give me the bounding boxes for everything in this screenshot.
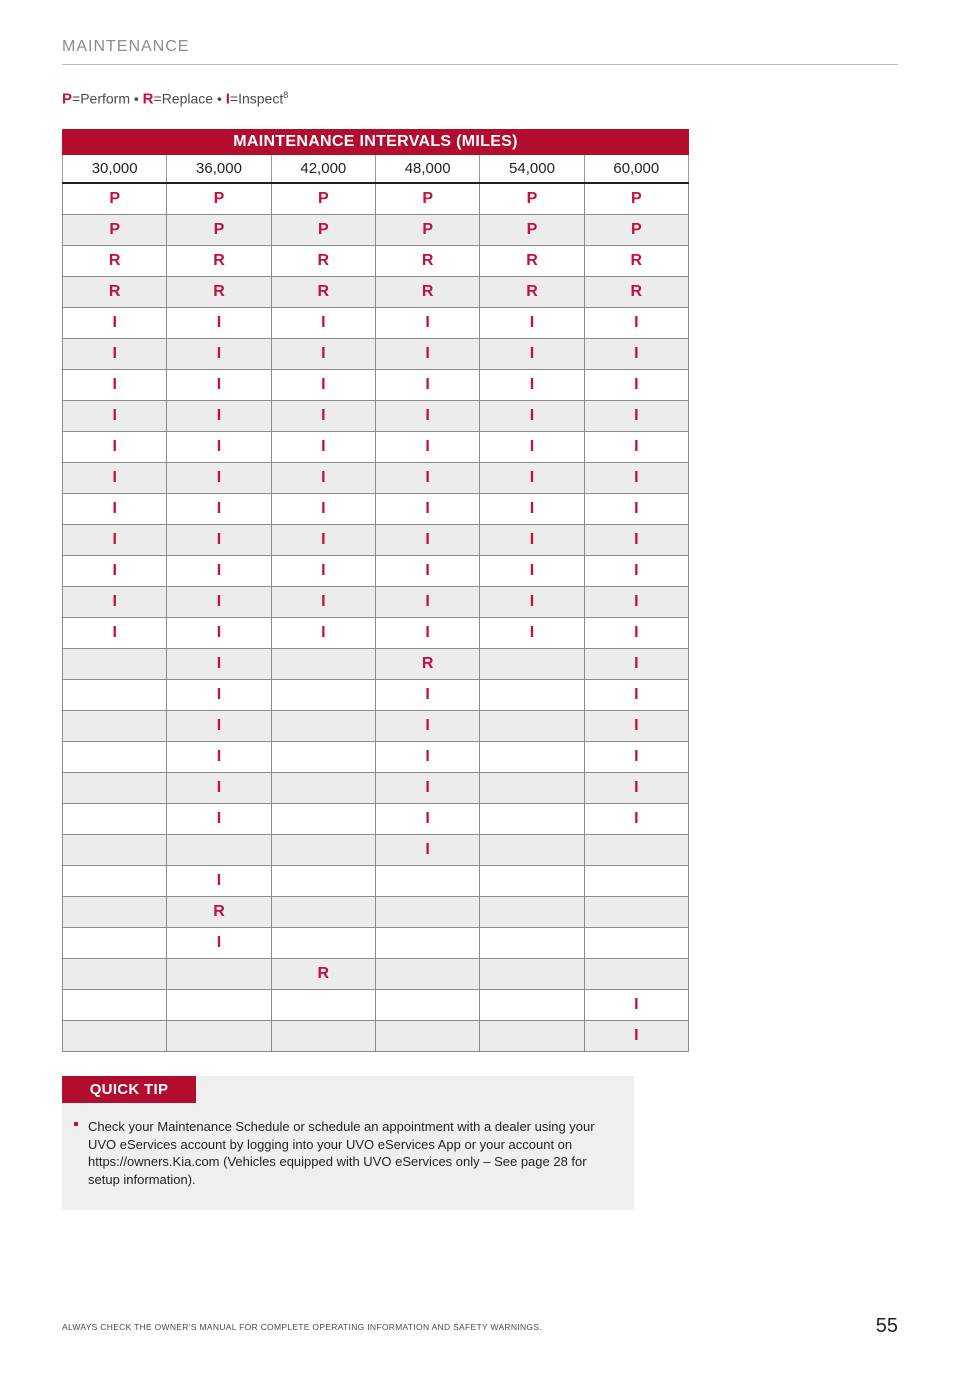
table-row	[62, 897, 689, 928]
table-cell: I	[479, 587, 583, 617]
table-cell	[479, 928, 583, 958]
table-cell: I	[584, 711, 689, 741]
table-cell: I	[479, 618, 583, 648]
table-cell	[375, 1021, 479, 1051]
table-cell	[62, 680, 166, 710]
table-row	[62, 587, 689, 618]
table-cell: I	[166, 618, 270, 648]
table-cell	[62, 742, 166, 772]
table-cell	[375, 897, 479, 927]
table-cell: I	[375, 494, 479, 524]
table-cell: I	[584, 1021, 689, 1051]
table-cell: R	[166, 277, 270, 307]
table-cell	[375, 959, 479, 989]
table-cell: I	[166, 494, 270, 524]
table-cell: I	[62, 525, 166, 555]
table-cell	[271, 835, 375, 865]
table-cell	[479, 990, 583, 1020]
table-row	[62, 308, 689, 339]
table-body	[62, 184, 689, 1052]
table-cell: R	[62, 246, 166, 276]
legend-inspect-label: =Inspect	[229, 90, 284, 107]
table-cell: I	[271, 494, 375, 524]
table-cell	[584, 835, 689, 865]
table-cell	[271, 649, 375, 679]
table-cell	[271, 711, 375, 741]
table-cell: I	[271, 587, 375, 617]
table-cell: I	[166, 742, 270, 772]
table-cell: I	[375, 742, 479, 772]
table-cell	[375, 866, 479, 896]
table-cell: I	[375, 339, 479, 369]
table-cell: I	[479, 463, 583, 493]
table-cell	[166, 990, 270, 1020]
column-header: 60,000	[584, 155, 689, 182]
table-row	[62, 618, 689, 649]
table-cell: R	[375, 277, 479, 307]
table-cell: I	[584, 618, 689, 648]
column-header: 42,000	[271, 155, 375, 182]
table-cell: I	[166, 370, 270, 400]
table-cell: I	[271, 339, 375, 369]
table-cell: I	[584, 649, 689, 679]
table-row	[62, 711, 689, 742]
table-cell: I	[479, 370, 583, 400]
table-cell: I	[166, 711, 270, 741]
table-cell	[479, 866, 583, 896]
table-row	[62, 556, 689, 587]
table-cell	[166, 959, 270, 989]
table-row	[62, 246, 689, 277]
table-cell: I	[375, 432, 479, 462]
column-header: 36,000	[166, 155, 270, 182]
table-cell: P	[62, 184, 166, 214]
table-cell: I	[584, 308, 689, 338]
table-cell: I	[166, 804, 270, 834]
table-cell	[271, 773, 375, 803]
table-cell	[62, 773, 166, 803]
table-cell: I	[584, 742, 689, 772]
table-cell: I	[584, 804, 689, 834]
table-row	[62, 959, 689, 990]
table-cell: I	[584, 494, 689, 524]
table-cell: I	[271, 556, 375, 586]
table-cell	[375, 928, 479, 958]
table-cell: I	[479, 556, 583, 586]
table-cell	[584, 866, 689, 896]
table-row	[62, 928, 689, 959]
footnote-marker: 8	[283, 90, 289, 100]
table-cell	[479, 1021, 583, 1051]
table-cell: I	[479, 432, 583, 462]
table-row	[62, 804, 689, 835]
table-cell: I	[584, 401, 689, 431]
table-cell: I	[584, 339, 689, 369]
section-title: MAINTENANCE	[62, 38, 190, 55]
table-cell: I	[62, 463, 166, 493]
table-cell: R	[166, 246, 270, 276]
table-cell: I	[375, 370, 479, 400]
table-row	[62, 277, 689, 308]
table-cell	[62, 928, 166, 958]
table-row	[62, 215, 689, 246]
table-cell	[62, 866, 166, 896]
table-cell	[479, 773, 583, 803]
table-cell: I	[62, 432, 166, 462]
table-cell: P	[375, 215, 479, 245]
table-cell: P	[166, 184, 270, 214]
maintenance-intervals-table	[62, 129, 689, 1052]
table-cell: I	[584, 556, 689, 586]
table-cell: I	[271, 618, 375, 648]
table-cell: I	[375, 525, 479, 555]
table-cell: I	[271, 463, 375, 493]
table-cell: I	[62, 587, 166, 617]
table-row	[62, 184, 689, 215]
table-cell: P	[479, 184, 583, 214]
table-column-headers	[62, 155, 689, 184]
legend-perform-label: =Perform •	[72, 90, 143, 107]
quick-tip-label: QUICK TIP	[62, 1076, 196, 1103]
table-cell: I	[166, 649, 270, 679]
table-cell: R	[479, 277, 583, 307]
table-cell: I	[479, 494, 583, 524]
table-cell: I	[584, 990, 689, 1020]
column-header: 48,000	[375, 155, 479, 182]
table-cell	[375, 990, 479, 1020]
table-cell: P	[584, 215, 689, 245]
table-cell	[62, 897, 166, 927]
table-cell	[166, 1021, 270, 1051]
table-cell	[479, 711, 583, 741]
table-cell: P	[271, 215, 375, 245]
table-cell: P	[479, 215, 583, 245]
table-row	[62, 1021, 689, 1052]
table-cell	[479, 959, 583, 989]
table-cell	[479, 649, 583, 679]
legend-replace-key: R	[142, 90, 154, 108]
table-cell: I	[62, 401, 166, 431]
table-cell: I	[62, 556, 166, 586]
table-cell: P	[584, 184, 689, 214]
legend-replace-label: =Replace •	[153, 90, 226, 107]
table-cell	[271, 680, 375, 710]
table-cell: I	[479, 308, 583, 338]
table-cell: R	[584, 246, 689, 276]
table-cell: I	[271, 401, 375, 431]
table-cell	[479, 804, 583, 834]
table-cell: I	[584, 587, 689, 617]
table-cell: R	[479, 246, 583, 276]
table-cell: I	[584, 432, 689, 462]
table-row	[62, 463, 689, 494]
table-cell: I	[375, 835, 479, 865]
table-cell: P	[375, 184, 479, 214]
table-cell: I	[584, 680, 689, 710]
table-cell: R	[271, 246, 375, 276]
column-header: 30,000	[62, 155, 166, 182]
table-cell: I	[375, 773, 479, 803]
table-cell: I	[271, 525, 375, 555]
table-cell	[271, 866, 375, 896]
table-cell: I	[62, 618, 166, 648]
footer-disclaimer: ALWAYS CHECK THE OWNER’S MANUAL FOR COMPLETE OPERATING INFORMATION AND SAFETY WARNINGS.	[62, 1322, 542, 1332]
table-cell	[62, 1021, 166, 1051]
table-cell: I	[479, 339, 583, 369]
table-cell: R	[166, 897, 270, 927]
table-cell: I	[375, 556, 479, 586]
table-cell: I	[166, 773, 270, 803]
table-cell: I	[166, 587, 270, 617]
table-cell: I	[166, 463, 270, 493]
table-cell	[479, 742, 583, 772]
table-cell: R	[271, 277, 375, 307]
table-row	[62, 742, 689, 773]
bullet-icon	[74, 1122, 78, 1126]
table-cell: R	[271, 959, 375, 989]
table-cell	[62, 959, 166, 989]
table-cell: I	[166, 928, 270, 958]
table-cell: I	[584, 463, 689, 493]
table-cell: I	[166, 339, 270, 369]
table-cell: P	[62, 215, 166, 245]
table-cell: I	[375, 587, 479, 617]
table-cell	[271, 897, 375, 927]
table-cell: I	[375, 308, 479, 338]
table-cell: I	[166, 308, 270, 338]
table-cell: R	[584, 277, 689, 307]
table-row	[62, 401, 689, 432]
table-cell	[479, 835, 583, 865]
table-cell	[271, 804, 375, 834]
table-row	[62, 866, 689, 897]
table-cell: I	[271, 308, 375, 338]
table-cell	[271, 742, 375, 772]
table-cell: I	[271, 370, 375, 400]
section-divider	[62, 64, 898, 65]
table-cell	[62, 990, 166, 1020]
table-cell: I	[166, 866, 270, 896]
table-row	[62, 990, 689, 1021]
quick-tip-text: Check your Maintenance Schedule or schedule an appointment with a dealer using your UVO eServices account by logging into your UVO eServices App or your account on https://owners.Kia.com (Vehicles equipped with UVO eServices only – See page 28 for setup information).	[88, 1119, 595, 1187]
table-title: MAINTENANCE INTERVALS (MILES)	[62, 129, 689, 155]
table-row	[62, 835, 689, 866]
table-cell: R	[375, 649, 479, 679]
table-cell: I	[166, 680, 270, 710]
column-header: 54,000	[479, 155, 583, 182]
table-cell	[62, 711, 166, 741]
page-number: 55	[875, 1315, 898, 1337]
table-cell	[62, 649, 166, 679]
table-cell	[479, 897, 583, 927]
table-cell: I	[375, 463, 479, 493]
table-row	[62, 680, 689, 711]
table-row	[62, 432, 689, 463]
table-cell: I	[375, 804, 479, 834]
table-cell: I	[584, 773, 689, 803]
table-cell: I	[584, 525, 689, 555]
table-cell: I	[62, 308, 166, 338]
table-cell: I	[375, 711, 479, 741]
table-cell: I	[375, 401, 479, 431]
table-cell: I	[62, 370, 166, 400]
table-cell	[584, 897, 689, 927]
table-cell	[271, 928, 375, 958]
table-cell: I	[375, 618, 479, 648]
table-cell	[584, 928, 689, 958]
table-cell: I	[375, 680, 479, 710]
table-row	[62, 370, 689, 401]
table-cell	[62, 804, 166, 834]
table-cell: I	[271, 432, 375, 462]
legend-perform-key: P	[62, 90, 73, 108]
table-cell: I	[166, 432, 270, 462]
table-cell	[166, 835, 270, 865]
table-cell	[271, 990, 375, 1020]
table-cell	[584, 959, 689, 989]
table-cell: P	[166, 215, 270, 245]
table-cell: I	[62, 494, 166, 524]
table-cell: I	[584, 370, 689, 400]
table-row	[62, 339, 689, 370]
table-cell: I	[166, 556, 270, 586]
legend	[62, 90, 288, 108]
table-row	[62, 525, 689, 556]
table-cell: I	[479, 401, 583, 431]
table-cell: I	[166, 401, 270, 431]
table-row	[62, 494, 689, 525]
table-cell: R	[375, 246, 479, 276]
table-row	[62, 773, 689, 804]
table-cell: R	[62, 277, 166, 307]
table-cell	[271, 1021, 375, 1051]
table-row	[62, 649, 689, 680]
table-cell: P	[271, 184, 375, 214]
table-cell: I	[479, 525, 583, 555]
table-cell: I	[166, 525, 270, 555]
table-cell	[479, 680, 583, 710]
table-cell: I	[62, 339, 166, 369]
table-cell	[62, 835, 166, 865]
legend-inspect-key: I	[225, 90, 230, 108]
